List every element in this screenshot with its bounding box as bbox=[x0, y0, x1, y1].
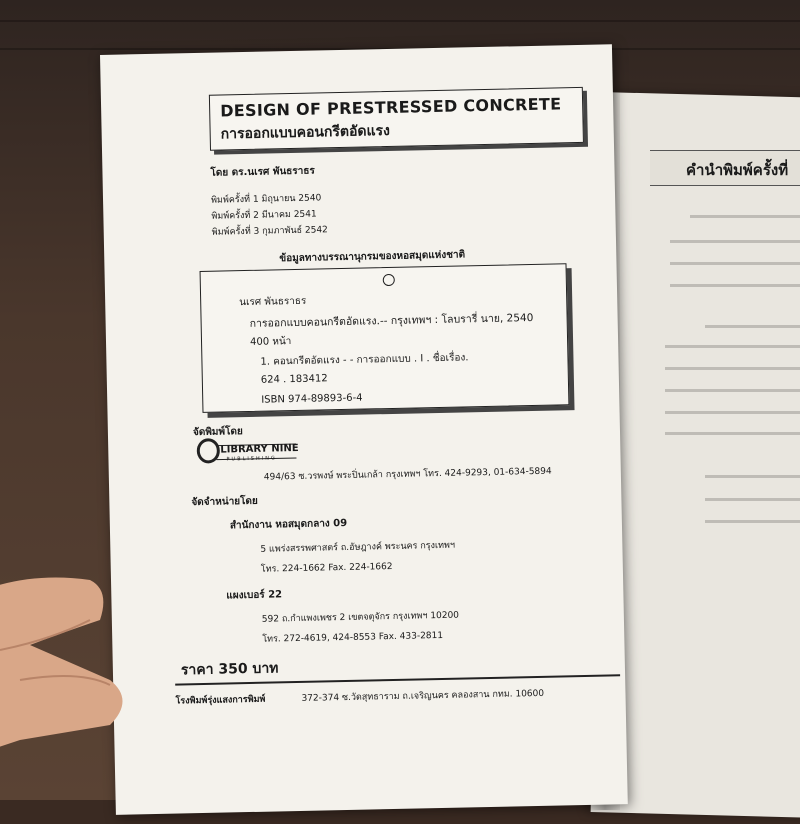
bleed-through-text bbox=[665, 345, 800, 348]
price: ราคา 350 บาท bbox=[180, 660, 279, 679]
cataloging-box bbox=[200, 263, 570, 413]
publisher-logo-text: LIBRARY NINE bbox=[220, 442, 299, 456]
hand-holding-book bbox=[0, 560, 150, 820]
circle-icon bbox=[383, 274, 395, 286]
title-box bbox=[209, 87, 584, 151]
printer-name: โรงพิมพ์รุ่งแสงการพิมพ์ bbox=[175, 694, 266, 707]
catalog-isbn: ISBN 974-89893-6-4 bbox=[261, 392, 363, 406]
distributor-address: 5 แพร่งสรรพศาสตร์ ถ.อัษฎางค์ พระนคร กรุงเทพฯ bbox=[260, 540, 456, 555]
edition-line: พิมพ์ครั้งที่ 1 มิถุนายน 2540 bbox=[210, 193, 322, 206]
distributor-name: สำนักงาน หอสมุดกลาง 09 bbox=[229, 517, 348, 532]
bleed-through-text bbox=[670, 240, 800, 243]
publisher-address: 494/63 ซ.วรพงษ์ พระปิ่นเกล้า กรุงเทพฯ โทร. 424-9293, 01-634-5894 bbox=[263, 466, 552, 483]
catalog-class-number: 624 . 183412 bbox=[260, 373, 328, 386]
catalog-title: การออกแบบคอนกรีตอัดแรง.-- กรุงเทพฯ : โลบรารี่ นาย, 2540 bbox=[249, 311, 534, 330]
distributor-address: 592 ถ.กำแพงเพชร 2 เขตจตุจักร กรุงเทพฯ 10200 bbox=[261, 610, 460, 625]
bleed-through-text bbox=[690, 215, 800, 218]
distributor-phone: โทร. 272-4619, 424-8553 Fax. 433-2811 bbox=[262, 630, 444, 645]
bleed-through-text bbox=[705, 498, 800, 501]
title-english: DESIGN OF PRESTRESSED CONCRETE bbox=[220, 94, 562, 121]
catalog-subject: 1. คอนกรีตอัดแรง - - การออกแบบ . I . ชื่อเรื่อง. bbox=[260, 352, 469, 368]
title-thai: การออกแบบคอนกรีตอัดแรง bbox=[220, 122, 391, 143]
publisher-logo-subtext: PUBLISHING bbox=[226, 455, 277, 463]
catalog-author: นเรศ พันธราธร bbox=[239, 295, 307, 309]
author: โดย ดร.นเรศ พันธราธร bbox=[210, 165, 315, 179]
bleed-through-text bbox=[670, 262, 800, 265]
edition-line: พิมพ์ครั้งที่ 3 กุมภาพันธ์ 2542 bbox=[211, 225, 328, 238]
bleed-through-text bbox=[665, 389, 800, 392]
distributed-by-label: จัดจำหน่ายโดย bbox=[191, 495, 258, 509]
bleed-through-text bbox=[665, 367, 800, 370]
published-by-label: จัดพิมพ์โดย bbox=[192, 426, 243, 439]
bleed-through-text bbox=[665, 432, 800, 435]
printer-address: 372-374 ซ.วัดสุทธาราม ถ.เจริญนคร คลองสาน กทม. 10600 bbox=[301, 688, 545, 704]
left-page bbox=[100, 44, 628, 815]
edition-line: พิมพ์ครั้งที่ 2 มีนาคม 2541 bbox=[211, 209, 317, 222]
bleed-through-text bbox=[670, 284, 800, 287]
wood-grain bbox=[0, 20, 800, 22]
catalog-pages: 400 หน้า bbox=[249, 336, 292, 348]
bleed-through-text bbox=[705, 325, 800, 328]
bleed-through-text bbox=[665, 411, 800, 414]
right-page-header: คำนำพิมพ์ครั้งที่ bbox=[686, 161, 789, 179]
distributor-name: แผงเบอร์ 22 bbox=[226, 589, 283, 602]
bleed-through-text bbox=[705, 520, 800, 523]
cataloging-heading: ข้อมูลทางบรรณานุกรมของหอสมุดแห่งชาติ bbox=[279, 249, 466, 265]
distributor-phone: โทร. 224-1662 Fax. 224-1662 bbox=[260, 561, 393, 575]
right-page-header-box bbox=[650, 150, 800, 186]
publisher-logo bbox=[196, 436, 297, 464]
bleed-through-text bbox=[705, 475, 800, 478]
